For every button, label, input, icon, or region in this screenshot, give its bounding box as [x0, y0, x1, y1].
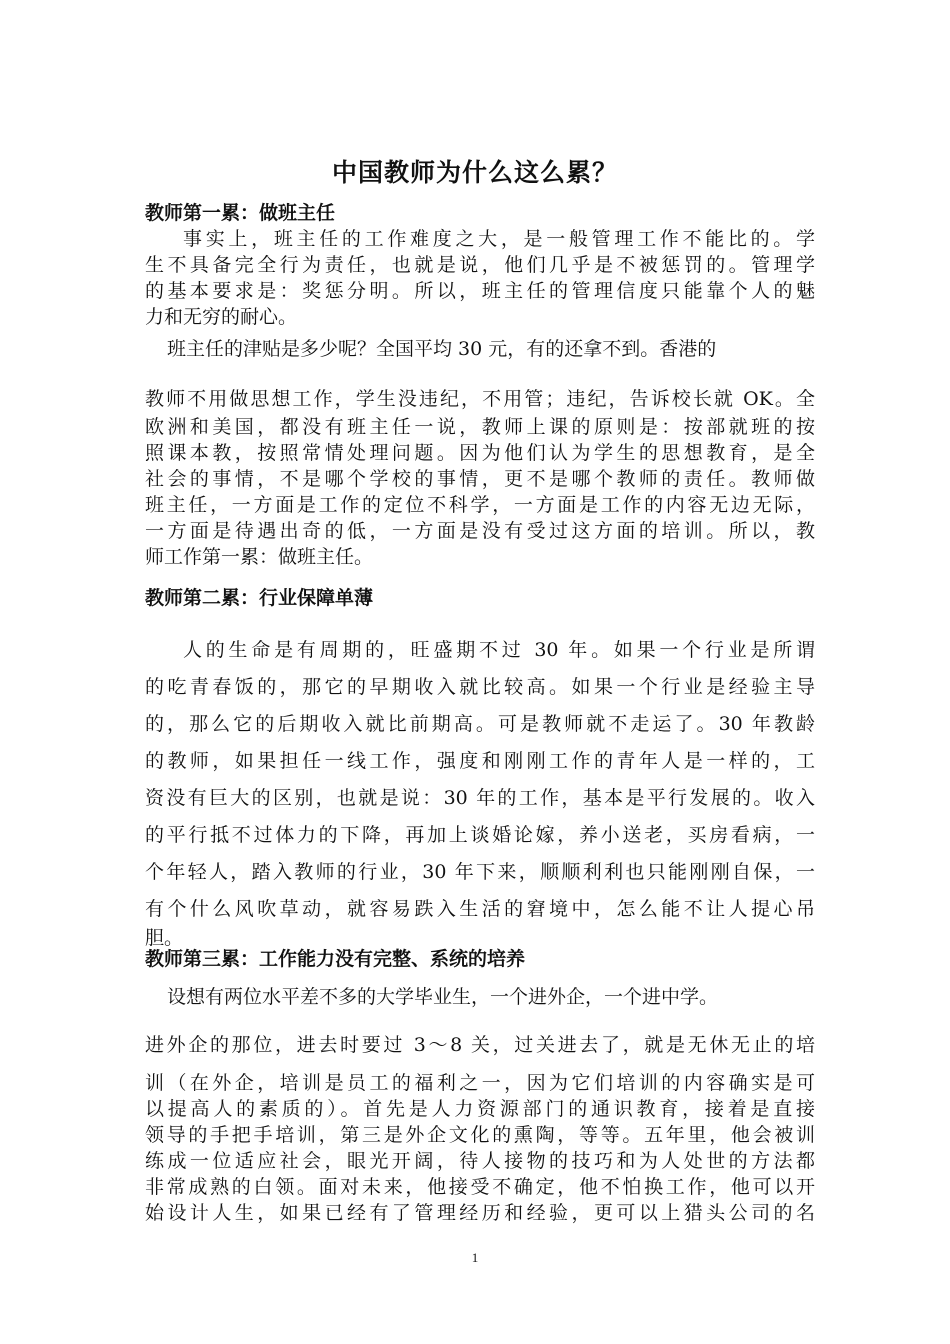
section-2-paragraph-1	[145, 632, 815, 948]
text-line: 欧洲和美国，都没有班主任一说，教师上课的原则是：按部就班的按	[145, 416, 815, 438]
document-title: 中国教师为什么这么累？	[331, 158, 618, 187]
page-number: 1	[471, 1250, 479, 1265]
text-line: 班主任的津贴是多少呢？全国平均 30 元，有的还拿不到。香港的	[167, 338, 717, 360]
text-line: 的吃青春饭的，那它的早期收入就比较高。如果一个行业是经验主导	[145, 676, 815, 698]
text-line: 社会的事情，不是哪个学校的事情，更不是哪个教师的责任。教师做	[145, 468, 815, 490]
text-line: 一方面是待遇出奇的低，一方面是没有受过这方面的培训。所以，教	[145, 520, 815, 542]
text-line: 以提高人的素质的）。首先是人力资源部门的通识教育，接着是直接	[145, 1098, 815, 1120]
text-line: 练成一位适应社会，眼光开阔，待人接物的技巧和为人处世的方法都	[145, 1150, 815, 1172]
text-line: 班主任，一方面是工作的定位不科学，一方面是工作的内容无边无际，	[145, 494, 815, 516]
text-line: 师工作第一累：做班主任。	[145, 546, 374, 568]
section-2-heading: 教师第二累：行业保障单薄	[145, 587, 374, 609]
text-line: 设想有两位水平差不多的大学毕业生，一个进外企，一个进中学。	[167, 986, 719, 1008]
text-line: 始设计人生，如果已经有了管理经历和经验，更可以上猎头公司的名	[145, 1202, 815, 1224]
text-line: 的教师，如果担任一线工作，强度和刚刚工作的青年人是一样的，工	[145, 750, 815, 772]
text-line: 训（在外企，培训是员工的福利之一，因为它们培训的内容确实是可	[145, 1072, 815, 1094]
section-1-heading: 教师第一累：做班主任	[145, 202, 336, 224]
text-line: 领导的手把手培训，第三是外企文化的熏陶，等等。五年里，他会被训	[145, 1124, 815, 1146]
text-line: 有个什么风吹草动，就容易跌入生活的窘境中，怎么能不让人提心吊	[145, 898, 815, 920]
text-line: 的平行抵不过体力的下降，再加上谈婚论嫁，养小送老，买房看病，一	[145, 824, 815, 846]
text-line: 事实上，班主任的工作难度之大，是一般管理工作不能比的。学	[183, 228, 815, 250]
text-line: 进外企的那位，进去时要过 3～8 关，过关进去了，就是无休无止的培	[145, 1034, 815, 1056]
text-line: 的基本要求是：奖惩分明。所以，班主任的管理信度只能靠个人的魅	[145, 280, 815, 302]
section-3-paragraph-1	[145, 984, 815, 1010]
section-3-paragraph-3	[145, 1070, 815, 1226]
section-1-paragraph-1	[145, 226, 815, 330]
section-1-paragraph-3	[145, 385, 815, 570]
text-line: 个年轻人，踏入教师的行业，30 年下来，顺顺利利也只能刚刚自保，一	[145, 861, 815, 883]
section-3-heading: 教师第三累：工作能力没有完整、系统的培养	[145, 948, 526, 970]
text-line: 生不具备完全行为责任，也就是说，他们几乎是不被惩罚的。管理学	[145, 254, 815, 276]
text-line: 教师不用做思想工作，学生没违纪，不用管；违纪，告诉校长就 OK。全	[145, 388, 815, 410]
section-3-paragraph-2	[145, 1032, 815, 1058]
text-line: 非常成熟的白领。面对未来，他接受不确定，他不怕换工作，他可以开	[145, 1176, 815, 1198]
text-line: 力和无穷的耐心。	[145, 306, 298, 328]
section-1-paragraph-2	[145, 336, 815, 362]
text-line: 胆。	[145, 927, 184, 949]
text-line: 人的生命是有周期的，旺盛期不过 30 年。如果一个行业是所谓	[183, 639, 815, 661]
text-line: 的，那么它的后期收入就比前期高。可是教师就不走运了。30 年教龄	[145, 713, 815, 735]
text-line: 资没有巨大的区别，也就是说：30 年的工作，基本是平行发展的。收入	[145, 787, 815, 809]
text-line: 照课本教，按照常情处理问题。因为他们认为学生的思想教育，是全	[145, 442, 815, 464]
